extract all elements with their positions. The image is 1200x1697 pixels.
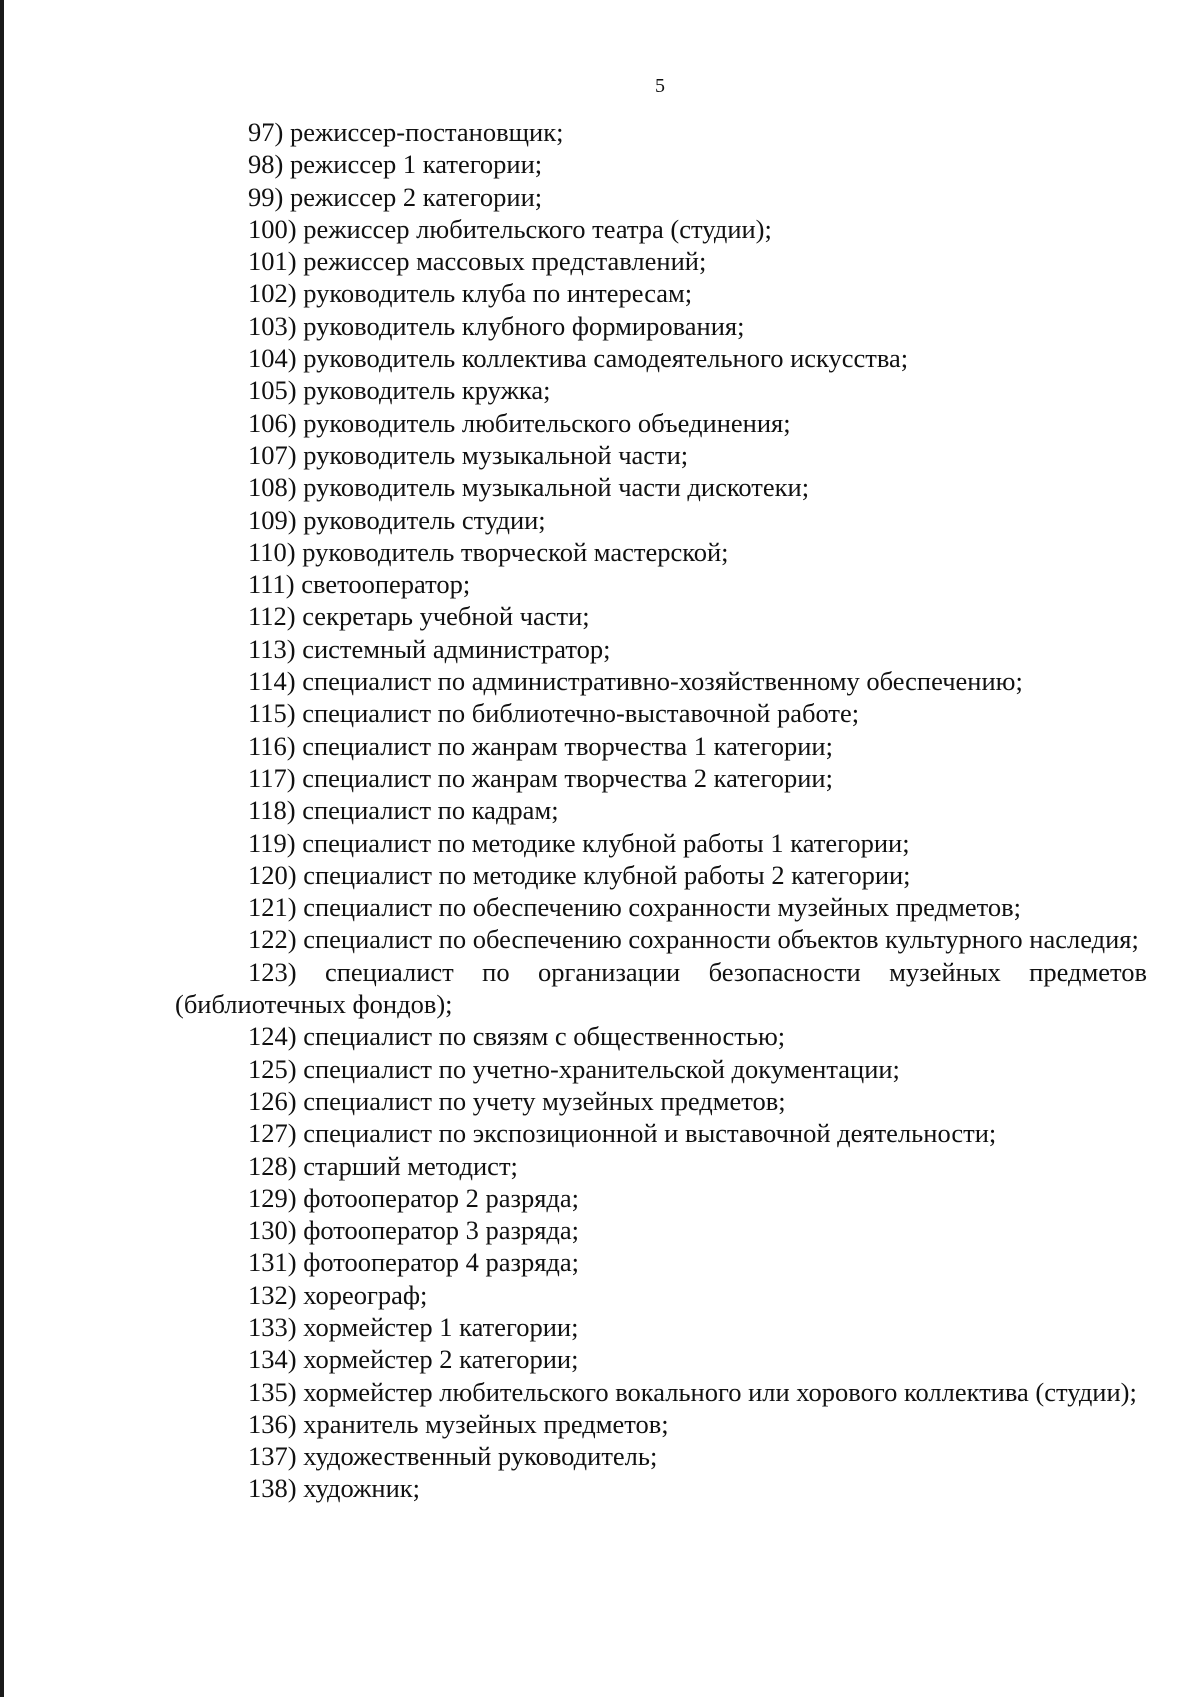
list-item: 110) руководитель творческой мастерской; (248, 536, 729, 567)
list-item: 135) хормейстер любительского вокального или хорового коллектива (студии); (248, 1376, 1137, 1407)
list-item: 120) специалист по методике клубной работы 2 категории; (248, 859, 911, 890)
list-item: 127) специалист по экспозиционной и выставочной деятельности; (248, 1118, 997, 1149)
list-item: 111) светооператор; (248, 569, 471, 600)
list-item: 118) специалист по кадрам; (248, 795, 559, 826)
list-item: 133) хормейстер 1 категории; (248, 1311, 579, 1342)
list-item: 129) фотооператор 2 разряда; (248, 1182, 580, 1213)
list-item: 109) руководитель студии; (248, 504, 546, 535)
list-item: 126) специалист по учету музейных предметов; (248, 1085, 786, 1116)
list-item: 124) специалист по связям с общественностью; (248, 1021, 786, 1052)
list-item: 98) режиссер 1 категории; (248, 149, 543, 180)
list-item: 104) руководитель коллектива самодеятельного искусства; (248, 343, 909, 374)
list-item: 112) секретарь учебной части; (248, 601, 590, 632)
list-item: 136) хранитель музейных предметов; (248, 1408, 669, 1439)
list-item: 131) фотооператор 4 разряда; (248, 1247, 580, 1278)
list-item: 128) старший методист; (248, 1150, 518, 1181)
list-item: 114) специалист по административно-хозяйственному обеспечению; (248, 666, 1023, 697)
list-item: 107) руководитель музыкальной части; (248, 439, 689, 470)
list-item: 99) режиссер 2 категории; (248, 181, 543, 212)
list-item: 121) специалист по обеспечению сохранности музейных предметов; (248, 892, 1021, 923)
list-item: 113) системный администратор; (248, 633, 611, 664)
list-item: 105) руководитель кружка; (248, 375, 551, 406)
list-item: 108) руководитель музыкальной части дискотеки; (248, 472, 810, 503)
list-item: 138) художник; (248, 1473, 421, 1504)
list-item: 132) хореограф; (248, 1279, 428, 1310)
list-item: 130) фотооператор 3 разряда; (248, 1215, 580, 1246)
list-item: 116) специалист по жанрам творчества 1 категории; (248, 730, 833, 761)
list-item: 122) специалист по обеспечению сохранности объектов культурного наследия; (248, 924, 1139, 955)
list-item: 102) руководитель клуба по интересам; (248, 278, 693, 309)
list-item: 125) специалист по учетно-хранительской документации; (248, 1053, 900, 1084)
list-item: 134) хормейстер 2 категории; (248, 1344, 579, 1375)
list-item: 106) руководитель любительского объединения; (248, 407, 791, 438)
list-item: 101) режиссер массовых представлений; (248, 246, 707, 277)
position-list (175, 116, 1147, 1505)
scan-edge (0, 0, 4, 1697)
list-item: 119) специалист по методике клубной работы 1 категории; (248, 827, 910, 858)
page-number: 5 (655, 75, 665, 97)
list-item: 123) специалист по организации безопасности музейных предметов (библиотечных фондов); (175, 956, 1147, 1020)
list-item: 97) режиссер-постановщик; (248, 117, 564, 147)
list-item: 117) специалист по жанрам творчества 2 категории; (248, 762, 833, 793)
list-item: 115) специалист по библиотечно-выставочной работе; (248, 698, 860, 729)
list-item: 137) художественный руководитель; (248, 1441, 658, 1472)
list-item: 103) руководитель клубного формирования; (248, 310, 745, 341)
list-item: 100) режиссер любительского театра (студии); (248, 213, 772, 244)
